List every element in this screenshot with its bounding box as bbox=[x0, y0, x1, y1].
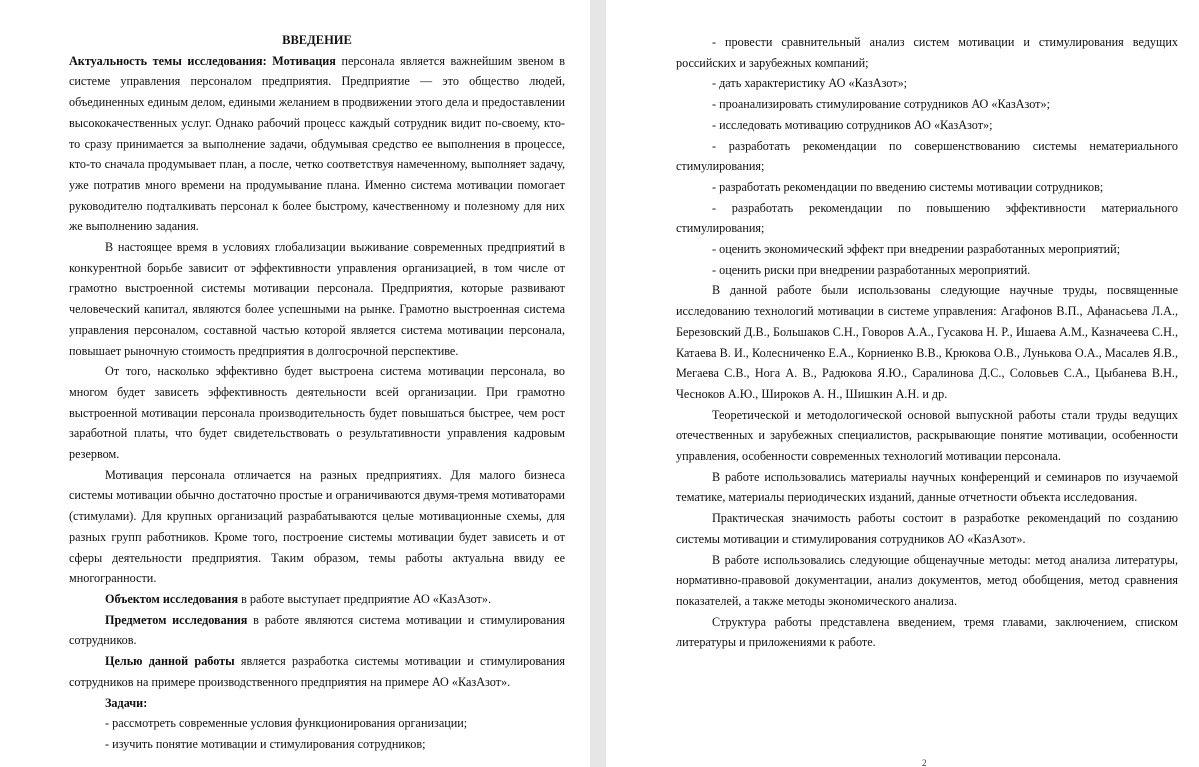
paragraph-efficiency: От того, насколько эффективно будет выстроена система мотивации персонала, во многом будет зависеть эффективность деятельности всей организации. При грамотно выстроенной мотивации персонала производительность будет повышаться быстрее, чем рост заработной платы, что будет свидетельствовать о результативности управления кадровым резервом. bbox=[69, 364, 565, 462]
list-item: - изучить понятие мотивации и стимулирования сотрудников; bbox=[105, 736, 426, 751]
list-item: - рассмотреть современные условия функционирования организации; bbox=[105, 716, 468, 731]
list-item: - провести сравнительный анализ систем мотивации и стимулирования ведущих российских и зарубежных компаний; bbox=[676, 35, 1178, 70]
paragraph-methods: В работе использовались следующие общенаучные методы: метод анализа литературы, нормативно-правовой документации, анализ документов, метод обобщения, метод сравнения показателей, а также методы экономического анализа. bbox=[676, 552, 1178, 608]
page-gap bbox=[590, 0, 606, 767]
object-text: в работе выступает предприятие АО «КазАзот». bbox=[238, 591, 492, 606]
paragraph-practical: Практическая значимость работы состоит в разработке рекомендаций по созданию системы мотивации и стимулирования сотрудников АО «КазАзот». bbox=[676, 511, 1178, 546]
paragraph-structure: Структура работы представлена введением, тремя главами, заключением, списком литературы и приложениями к работе. bbox=[676, 614, 1178, 650]
list-item: - разработать рекомендации по совершенствованию системы нематериального стимулирования; bbox=[676, 138, 1178, 174]
subject-label: Предметом исследования bbox=[105, 612, 248, 627]
paragraph-materials: В работе использовались материалы научных конференций и семинаров по изучаемой тематике, материалы периодических изданий, данные отчетности объекта исследования. bbox=[676, 469, 1178, 505]
paragraph-motivation-differs: Мотивация персонала отличается на разных предприятиях. Для малого бизнеса системы мотивации обычно достаточно простые и ограничиваются двумя-тремя мотиваторами (стимулами). Для крупных организаций разрабатываются целые мотивационные схемы, для разных групп работников. Кроме того, построение системы мотивации будет зависеть и от сферы деятельности предприятия. Таким образом, темы работы актуальна ввиду ее многогранности. bbox=[69, 467, 565, 586]
section-title: ВВЕДЕНИЕ bbox=[282, 33, 352, 47]
page-number: 2 bbox=[922, 758, 927, 767]
subject-text: в работе являются система мотивации и стимулирования сотрудников. bbox=[69, 612, 565, 648]
list-item: - разработать рекомендации по введению системы мотивации сотрудников; bbox=[712, 179, 1104, 194]
document-page-left bbox=[0, 0, 590, 767]
paragraph-subject bbox=[69, 610, 565, 651]
document-page-right bbox=[606, 0, 1199, 767]
tasks-heading bbox=[69, 693, 565, 714]
list-item: - проанализировать стимулирование сотрудников АО «КазАзот»; bbox=[712, 97, 1050, 112]
paragraph-globalization: В настоящее время в условиях глобализации выживание современных предприятий в конкурентной борьбе зависит от эффективности управления организацией, в том числе от грамотно выстроенной системы мотивации персонала. Предприятия, которые развивают человеческий капитал, являются более успешными на рынке. Грамотно выстроенная система управления персоналом, составной частью которой является система мотивации персонала, повышает рыночную стоимость предприятия в долгосрочной перспективе. bbox=[69, 240, 565, 358]
list-item: - исследовать мотивацию сотрудников АО «КазАзот»; bbox=[712, 117, 993, 132]
list-item: - оценить риски при внедрении разработанных мероприятий. bbox=[712, 262, 1031, 277]
page-body bbox=[69, 0, 565, 755]
page-body bbox=[676, 0, 1178, 653]
goal-text: является разработка системы мотивации и стимулирования сотрудников на примере производственного предприятия на примере АО «КазАзот». bbox=[69, 654, 565, 689]
tasks-label: Задачи: bbox=[105, 695, 148, 710]
list-item: - оценить экономический эффект при внедрении разработанных мероприятий; bbox=[712, 242, 1121, 257]
paragraph-goal bbox=[69, 651, 565, 692]
list-item: - дать характеристику АО «КазАзот»; bbox=[712, 76, 908, 91]
actuality-text: персонала является важнейшим звеном в системе управления персоналом предприятия. Предприятие — это общество людей, объединенных единым делом, едиными желанием в продвижении этого дела и предоставлении высококачественных услуг. Однако рабочий процесс каждый сотрудник видит по-своему, кто-то сразу принимается за выполнение задачи, обдумывая средство ее выполнения в процессе, кто-то сначала продумывает план, а после, четко соответствуя намеченному, выполняет задачу, уже потратив много времени на продумывание плана. Именно система мотивации помогает руководителю подталкивать персонал к более быстрому, качественному и полезному для них же выполнению задания. bbox=[69, 53, 565, 234]
paragraph-theory: Теоретической и методологической основой выпускной работы стали труды ведущих отечественных и зарубежных специалистов, раскрывающие понятие мотивации, особенности управления, особенности современных технологий мотивации персонала. bbox=[676, 407, 1178, 464]
paragraph-authors: В данной работе были использованы следующие научные труды, посвященные исследованию технологий мотивации в системе управления: Агафонов В.П., Афанасьева Л.А., Березовский Д.В., Большаков С.Н., Говоров А.А., Гусакова Н. Р., Ишаева А.М., Казначеева С.Н., Катаева В. И., Колесниченко Е.А., Корниенко В.В., Крюкова О.В., Лунькова О.А., Масалев Я.В., Мегаева С.В., Нога А. В., Радюкова Я.Ю., Саралинова Д.С., Соловьев С.А., Цыбанева В.Н., Чесноков А.Ю., Широков А. Н., Шишкин А.Н. и др. bbox=[676, 283, 1178, 401]
list-item: - разработать рекомендации по повышению эффективности материального стимулирования; bbox=[676, 200, 1178, 236]
object-label: Объектом исследования bbox=[105, 591, 239, 606]
paragraph-actuality bbox=[69, 51, 565, 237]
actuality-label: Актуальность темы исследования: Мотивация bbox=[69, 53, 336, 68]
goal-label: Целью данной работы bbox=[105, 654, 235, 669]
paragraph-object bbox=[69, 589, 565, 610]
